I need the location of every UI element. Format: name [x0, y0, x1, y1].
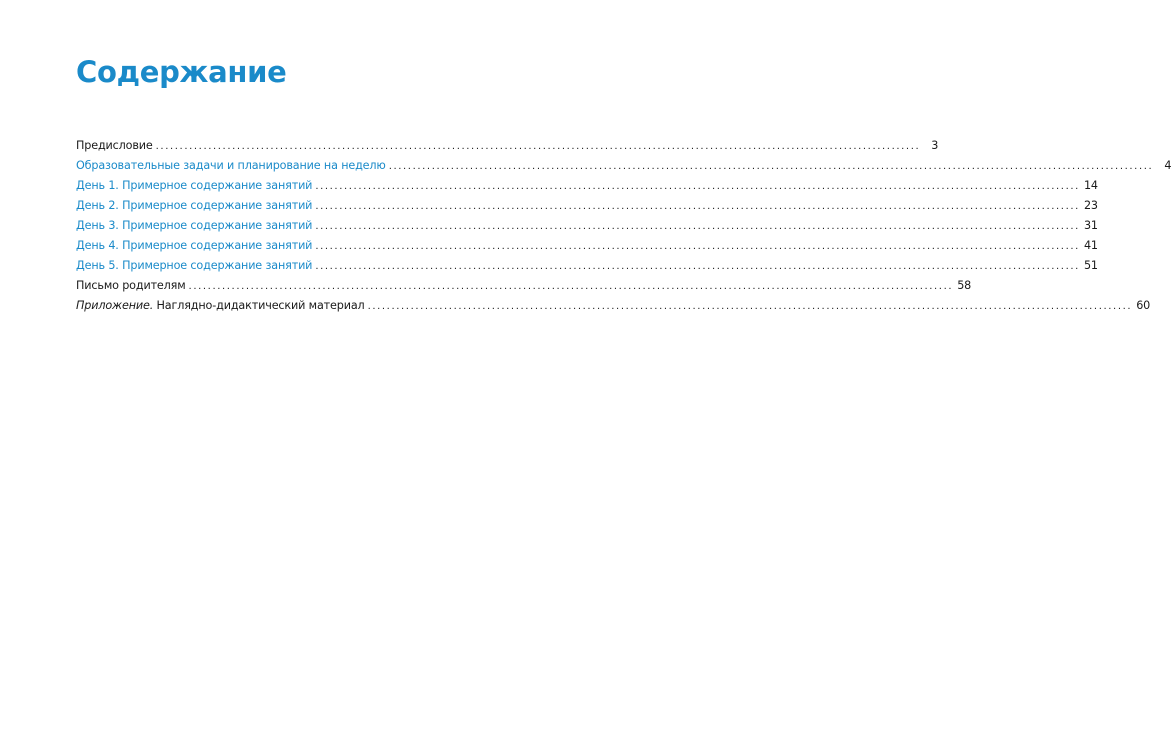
toc-entry-title: День 2. Примерное содержание занятий	[76, 199, 313, 212]
toc-entry[interactable]	[76, 176, 1098, 196]
toc-entry[interactable]	[76, 256, 1098, 276]
toc-entry[interactable]	[76, 276, 972, 296]
toc-dot-leader: ................................................................................................................................................................	[388, 161, 1154, 172]
toc-dot-leader: ................................................................................................................................................................	[155, 141, 921, 152]
toc-entry-title-rest: Наглядно-дидактический материал	[153, 299, 365, 312]
toc-entry-title: Образовательные задачи и планирование на неделю	[76, 159, 386, 172]
toc-page-number: 58	[957, 279, 972, 292]
toc-page-number: 4	[1164, 159, 1171, 172]
toc-dot-leader: ................................................................................................................................................................	[315, 201, 1080, 212]
toc-entry-title: День 4. Примерное содержание занятий	[76, 239, 313, 252]
page-title: Содержание	[76, 55, 287, 89]
toc-entry[interactable]	[76, 156, 1171, 176]
toc-entry[interactable]	[76, 236, 1098, 256]
toc-entry[interactable]	[76, 296, 1151, 316]
toc-entry[interactable]	[76, 136, 939, 156]
toc-entry[interactable]	[76, 216, 1098, 236]
toc-entry-title: День 5. Примерное содержание занятий	[76, 259, 313, 272]
toc-entry-title: День 3. Примерное содержание занятий	[76, 219, 313, 232]
toc-page-number: 31	[1083, 219, 1098, 232]
toc-dot-leader: ................................................................................................................................................................	[315, 221, 1080, 232]
toc-dot-leader: ................................................................................................................................................................	[315, 241, 1080, 252]
toc-page-number: 23	[1083, 199, 1098, 212]
toc-page-number: 3	[931, 139, 939, 152]
toc-dot-leader: ................................................................................................................................................................	[315, 261, 1080, 272]
toc-dot-leader: ................................................................................................................................................................	[367, 301, 1133, 312]
toc-dot-leader: ................................................................................................................................................................	[188, 281, 954, 292]
toc-entry-title-italic: Приложение.	[76, 299, 154, 312]
toc-entry-title: День 1. Примерное содержание занятий	[76, 179, 313, 192]
toc-entry-title: Письмо родителям	[76, 279, 186, 292]
toc-entry[interactable]	[76, 196, 1098, 216]
toc-entry-title	[76, 296, 365, 316]
table-of-contents	[76, 136, 1171, 316]
toc-page-number: 51	[1083, 259, 1098, 272]
toc-page-number: 41	[1083, 239, 1098, 252]
toc-dot-leader: ................................................................................................................................................................	[315, 181, 1080, 192]
toc-entry-title: Предисловие	[76, 139, 153, 152]
toc-page-number: 14	[1083, 179, 1098, 192]
toc-page-number: 60	[1136, 299, 1151, 312]
